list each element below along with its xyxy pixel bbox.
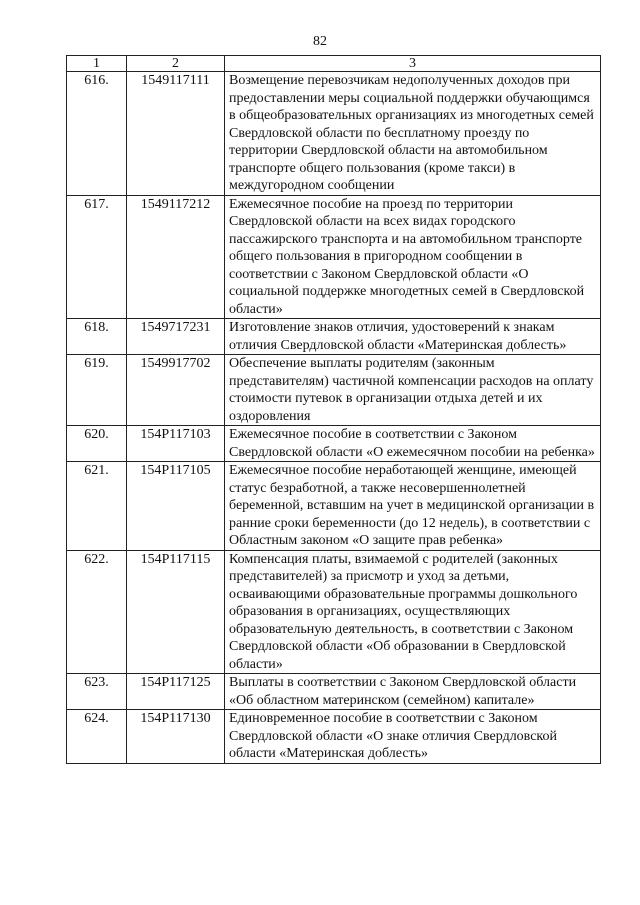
table-row (67, 550, 601, 674)
table-row (67, 72, 601, 196)
row-description: Выплаты в соответствии с Законом Свердловской области «Об областном материнском (семейном) капитале» (225, 674, 601, 710)
row-number: 620. (67, 426, 127, 462)
column-header-3: 3 (225, 56, 601, 72)
row-number: 616. (67, 72, 127, 196)
row-description: Ежемесячное пособие в соответствии с Законом Свердловской области «О ежемесячном пособии на ребенка» (225, 426, 601, 462)
row-description: Изготовление знаков отличия, удостоверений к знакам отличия Свердловской области «Материнская доблесть» (225, 319, 601, 355)
row-number: 618. (67, 319, 127, 355)
table-row (67, 426, 601, 462)
row-number: 624. (67, 710, 127, 764)
row-code: 1549117212 (127, 195, 225, 319)
row-code: 154P117115 (127, 550, 225, 674)
table-header-row (67, 56, 601, 72)
table-row (67, 319, 601, 355)
row-number: 623. (67, 674, 127, 710)
row-number: 617. (67, 195, 127, 319)
budget-codes-table (66, 55, 601, 764)
table-row (67, 462, 601, 551)
row-code: 154P117105 (127, 462, 225, 551)
row-number: 622. (67, 550, 127, 674)
row-code: 154P117125 (127, 674, 225, 710)
table-row (67, 195, 601, 319)
row-code: 154P117103 (127, 426, 225, 462)
table-row (67, 355, 601, 426)
row-code: 1549717231 (127, 319, 225, 355)
row-number: 619. (67, 355, 127, 426)
table-row (67, 674, 601, 710)
row-description: Обеспечение выплаты родителям (законным представителям) частичной компенсации расходов на оплату стоимости путевок в организации отдыха детей и их оздоровления (225, 355, 601, 426)
column-header-2: 2 (127, 56, 225, 72)
row-description: Единовременное пособие в соответствии с Законом Свердловской области «О знаке отличия Свердловской области «Материнская доблесть» (225, 710, 601, 764)
row-number: 621. (67, 462, 127, 551)
column-header-1: 1 (67, 56, 127, 72)
row-description: Ежемесячное пособие неработающей женщине, имеющей статус безработной, а также несовершеннолетней беременной, вставшим на учет в медицинской организации в ранние сроки беременности (до 12 недель), в соответствии с Областным законом «О защите прав ребенка» (225, 462, 601, 551)
table-row (67, 710, 601, 764)
row-code: 1549917702 (127, 355, 225, 426)
row-code: 154P117130 (127, 710, 225, 764)
row-code: 1549117111 (127, 72, 225, 196)
page-number: 82 (313, 34, 327, 49)
row-description: Ежемесячное пособие на проезд по территории Свердловской области на всех видах городского пассажирского транспорта и на автомобильном транспорте общего пользования в пригородном сообщении в соответствии с Законом Свердловской области «О социальной поддержке многодетных семей в Свердловской области» (225, 195, 601, 319)
row-description: Компенсация платы, взимаемой с родителей (законных представителей) за присмотр и уход за детьми, осваивающими образовательные программы дошкольного образования в организациях, осуществляющих образовательную деятельность, в соответствии с Законом Свердловской области «Об образовании в Свердловской области» (225, 550, 601, 674)
row-description: Возмещение перевозчикам недополученных доходов при предоставлении меры социальной поддержки обучающимся в общеобразовательных организациях из многодетных семей Свердловской области по бесплатному проезду по территории Свердловской области на автомобильном транспорте общего пользования (кроме такси) в междугородном сообщении (225, 72, 601, 196)
